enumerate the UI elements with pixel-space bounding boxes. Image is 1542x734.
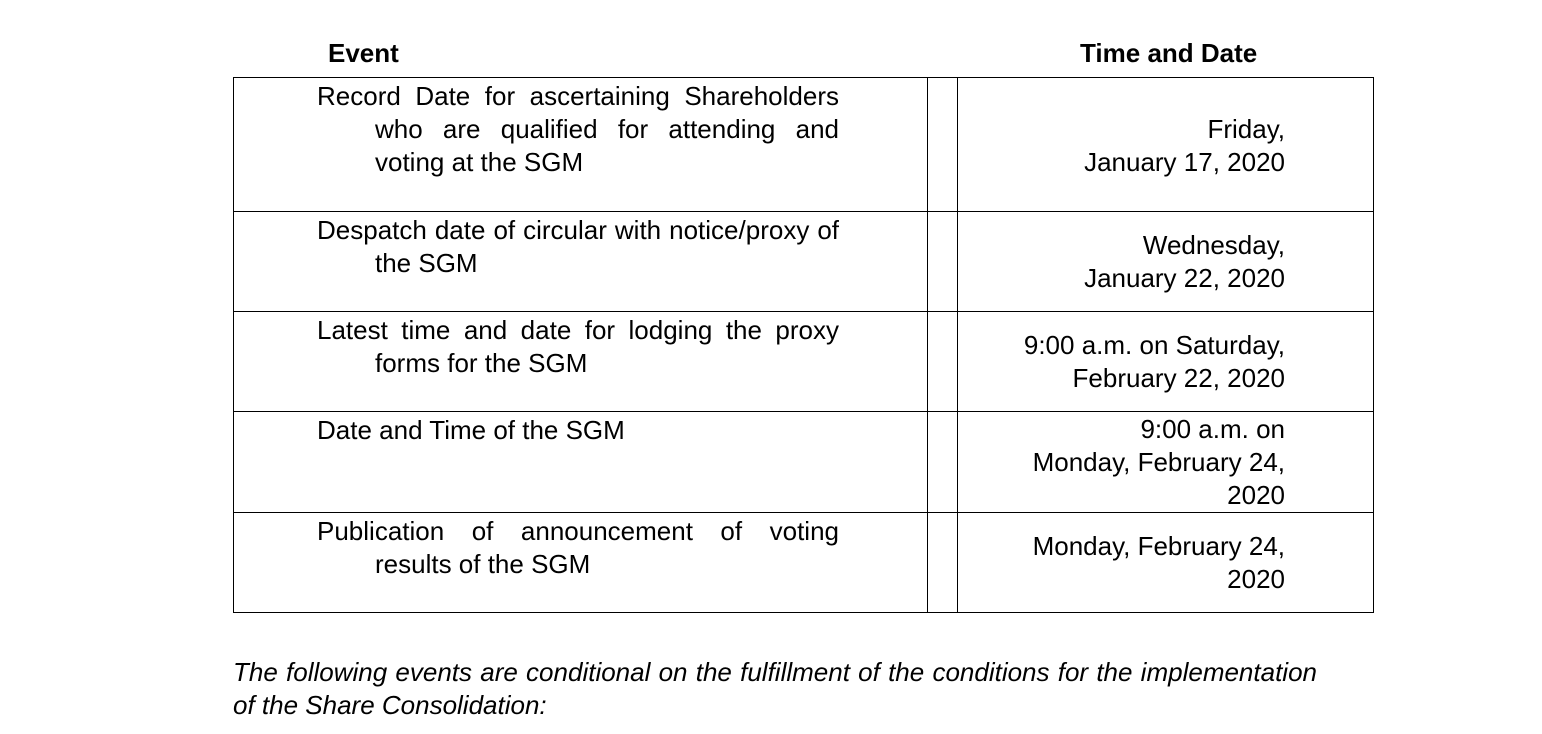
event-cell bbox=[234, 412, 928, 513]
table-row bbox=[234, 412, 1374, 513]
spacer-cell bbox=[928, 412, 958, 513]
table-row bbox=[234, 513, 1374, 613]
table-row bbox=[234, 312, 1374, 412]
timetable bbox=[233, 77, 1374, 613]
table-row bbox=[234, 78, 1374, 212]
event-cell bbox=[234, 78, 928, 212]
spacer-cell bbox=[928, 513, 958, 613]
time-line: 2020 bbox=[1227, 564, 1285, 594]
event-text: Record Date for ascertaining Shareholders who are qualified for attending and voting at the SGM bbox=[317, 81, 839, 177]
time-cell bbox=[958, 78, 1374, 212]
time-line: Wednesday, bbox=[1142, 230, 1285, 260]
time-line: Monday, February 24, bbox=[1032, 531, 1285, 561]
event-text: Despatch date of circular with notice/proxy of the SGM bbox=[317, 215, 839, 278]
time-and-date-column-header: Time and Date bbox=[1080, 38, 1258, 68]
conditional-events-note: The following events are conditional on the fulfillment of the conditions for the implementation of the Share Consolidation: bbox=[233, 657, 1317, 720]
event-text: Latest time and date for lodging the proxy forms for the SGM bbox=[317, 315, 839, 378]
time-line: Friday, bbox=[1207, 114, 1285, 144]
time-line: Monday, February 24, bbox=[1032, 447, 1285, 477]
time-line: 9:00 a.m. on Saturday, bbox=[1023, 330, 1285, 360]
event-text: Publication of announcement of voting results of the SGM bbox=[317, 516, 839, 579]
time-cell bbox=[958, 513, 1374, 613]
event-column-header: Event bbox=[328, 38, 399, 68]
event-cell bbox=[234, 312, 928, 412]
event-text: Date and Time of the SGM bbox=[317, 415, 625, 445]
table-row bbox=[234, 212, 1374, 312]
spacer-cell bbox=[928, 212, 958, 312]
spacer-cell bbox=[928, 78, 958, 212]
time-line: January 17, 2020 bbox=[1084, 147, 1285, 177]
time-line: 2020 bbox=[1227, 480, 1285, 510]
time-cell bbox=[958, 312, 1374, 412]
time-cell bbox=[958, 212, 1374, 312]
time-cell bbox=[958, 412, 1374, 513]
time-line: February 22, 2020 bbox=[1072, 363, 1285, 393]
time-line: January 22, 2020 bbox=[1084, 263, 1285, 293]
spacer-cell bbox=[928, 312, 958, 412]
event-cell bbox=[234, 513, 928, 613]
event-cell bbox=[234, 212, 928, 312]
time-line: 9:00 a.m. on bbox=[1140, 414, 1285, 444]
